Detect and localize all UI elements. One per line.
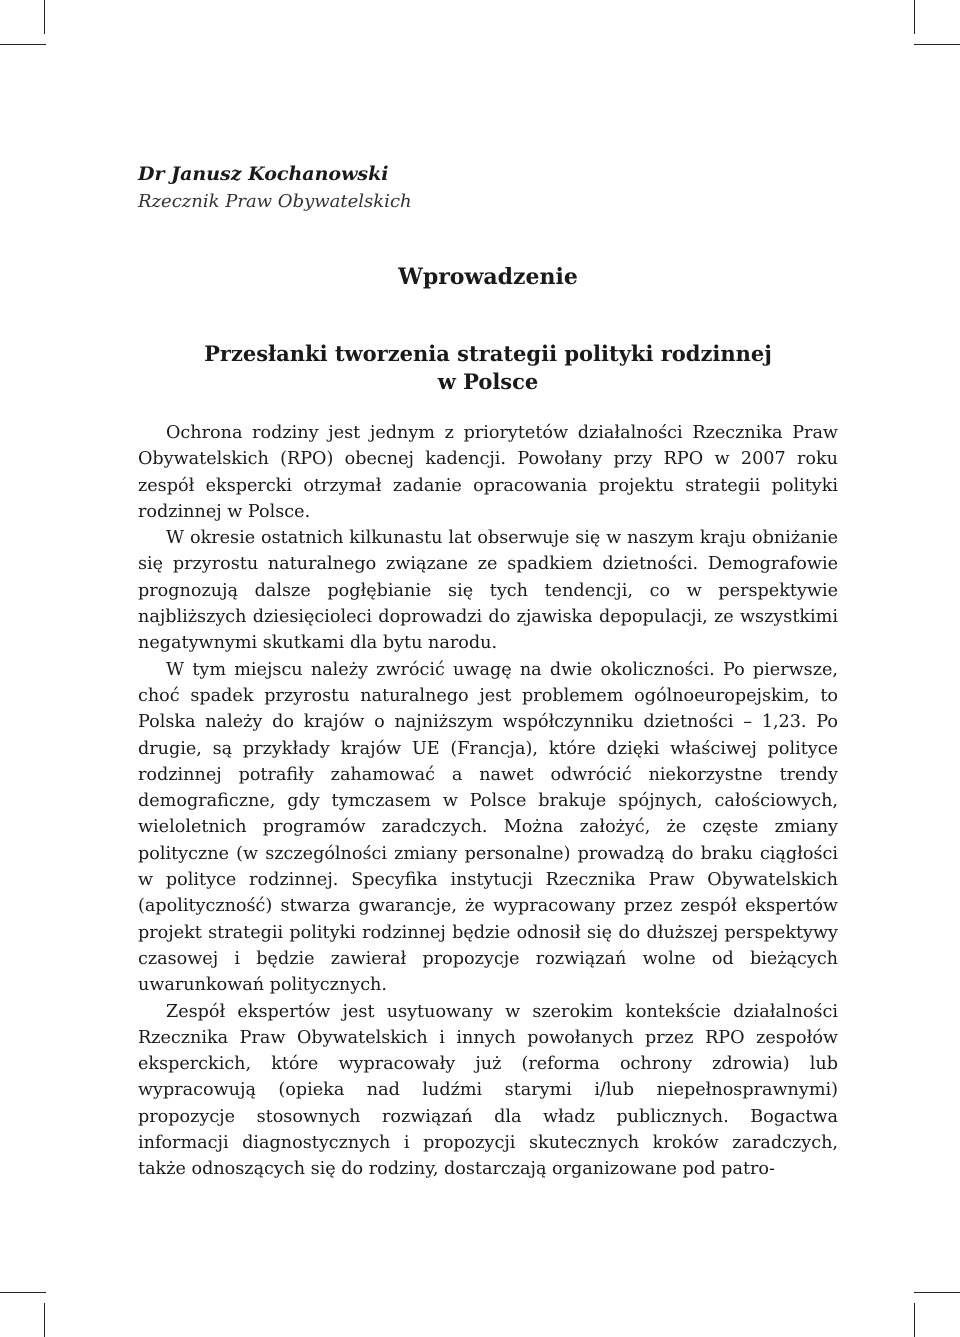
crop-mark-bottom-left-vertical [44, 1303, 45, 1337]
section-title-line1: Przesłanki tworzenia strategii polityki rodzinnej [204, 341, 772, 366]
crop-mark-top-right-vertical [914, 0, 915, 34]
section-title-line2: w Polsce [437, 369, 539, 394]
body-text [138, 420, 838, 1183]
crop-mark-top-right [914, 44, 960, 45]
author-role: Rzecznik Praw Obywatelskich [138, 191, 412, 212]
paragraph-4: Zespół ekspertów jest usytuowany w szerokim kontekście działalności Rzecznika Praw Obywatelskich i innych powołanych przez RPO zespołów eksperckich, które wypracowały już (reforma ochrony zdrowia) lub wypracowują (opieka nad ludźmi starymi i/lub niepełnosprawnymi) propozycje stosownych rozwiązań dla władz publicznych. Bogactwa informacji diagnostycznych i propozycji skutecznych kroków zaradczych, także odnoszących się do rodziny, dostarczają organizowane pod patro- [138, 1001, 838, 1180]
paragraph-2: W okresie ostatnich kilkunastu lat obserwuje się w naszym kraju obniżanie się przyrostu naturalnego związane ze spadkiem dzietności. Demografowie prognozują dalsze pogłębianie się tych tendencji, co w perspektywie najbliższych dziesięcioleci doprowadzi do zjawiska depopulacji, ze wszystkimi negatywnymi skutkami dla bytu narodu. [138, 528, 838, 654]
crop-mark-bottom-right [914, 1292, 960, 1293]
crop-mark-top-left [0, 44, 46, 45]
paragraph-3: W tym miejscu należy zwrócić uwagę na dwie okoliczności. Po pierwsze, choć spadek przyrostu naturalnego jest problemem ogólnoeuropejskim, to Polska należy do krajów o najniższym współczynniku dzietności – 1,23. Po drugie, są przykłady krajów UE (Francja), które dzięki właściwej polityce rodzinnej potrafiły zahamować a nawet odwrócić niekorzystne trendy demograficzne, gdy tymczasem w Polsce brakuje spójnych, całościowych, wieloletnich programów zaradczych. Można założyć, że częste zmiany polityczne (w szczególności zmiany personalne) prowadzą do braku ciągłości w polityce rodzinnej. Specyfika instytucji Rzecznika Praw Obywatelskich (apolityczność) stwarza gwarancje, że wypracowany przez zespół ekspertów projekt strategii polityki rodzinnej będzie odnosił się do dłuższej perspektywy czasowej i będzie zawierał propozycje rozwiązań wolne od bieżących uwarunkowań politycznych. [138, 659, 838, 996]
paragraph-1: Ochrona rodziny jest jednym z priorytetów działalności Rzecznika Praw Obywatelskich (RPO) obecnej kadencji. Powołany przy RPO w 2007 roku zespół ekspercki otrzymał zadanie opracowania projektu strategii polityki rodzinnej w Polsce. [138, 423, 838, 522]
crop-mark-bottom-left [0, 1292, 46, 1293]
crop-mark-bottom-right-vertical [914, 1303, 915, 1337]
section-title [138, 340, 838, 396]
crop-mark-top-left-vertical [44, 0, 45, 34]
author-block [138, 160, 838, 216]
chapter-title: Wprowadzenie [398, 264, 578, 290]
author-name: Dr Janusz Kochanowski [138, 163, 389, 185]
